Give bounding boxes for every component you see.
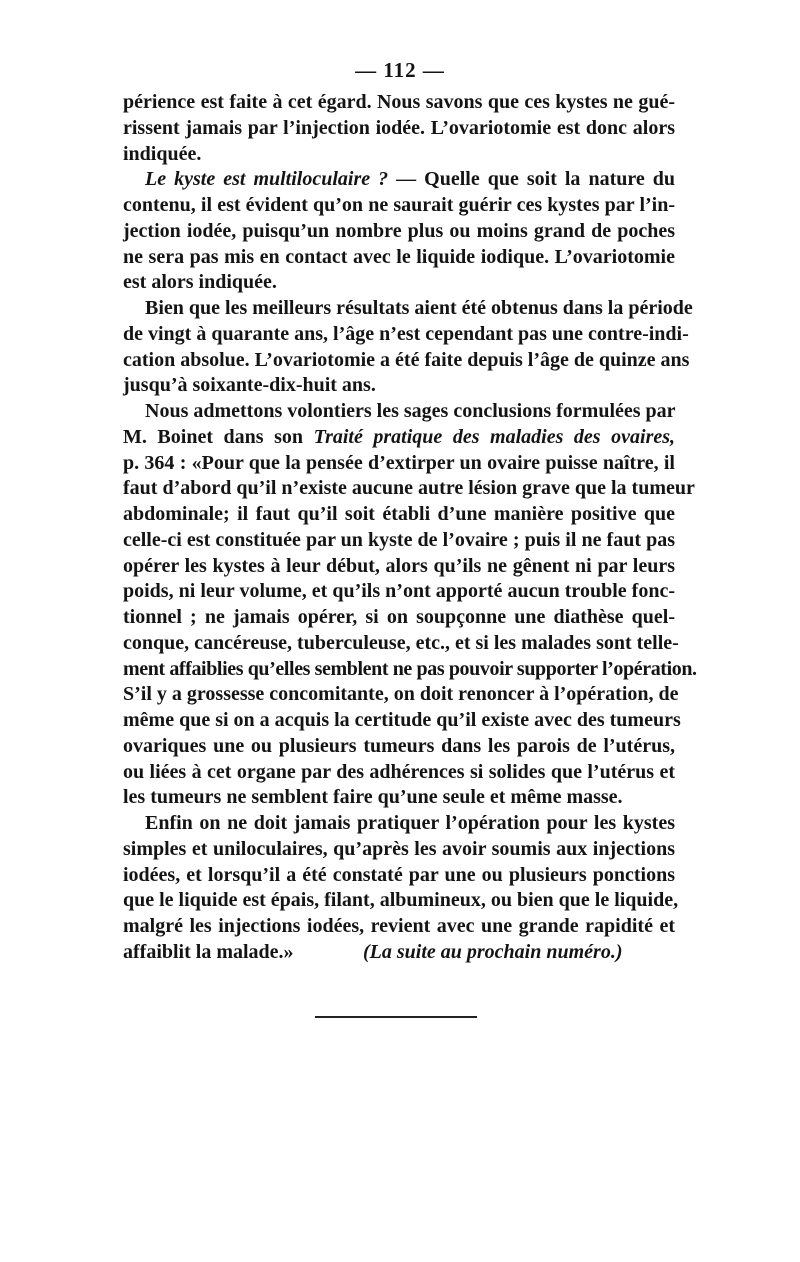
text-line: abdominale; il faut qu’il soit établi d’une manière positive que	[123, 503, 675, 525]
text-line: rissent jamais par l’injection iodée. L’ovariotomie est donc alors	[123, 116, 675, 139]
text-line: S’il y a grossesse concomitante, on doit renoncer à l’opération, de	[123, 683, 679, 706]
text-line: p. 364 : «Pour que la pensée d’extirper un ovaire puisse naître, il	[123, 451, 675, 474]
text-line: est alors indiquée.	[123, 271, 277, 294]
text-line: indiquée.	[123, 142, 202, 165]
text-fragment: affaiblit la malade.»	[123, 940, 294, 963]
text-fragment: M. Boinet dans son	[123, 425, 304, 448]
text-line: Nous admettons volontiers les sages conclusions formulées par	[145, 400, 676, 422]
continuation-note: (La suite au prochain numéro.)	[363, 940, 623, 963]
text-line: que le liquide est épais, filant, albumineux, ou bien que le liquide,	[123, 889, 679, 912]
text-line: poids, ni leur volume, et qu’ils n’ont apporté aucun trouble fonc-	[123, 580, 675, 603]
text-line: jection iodée, puisqu’un nombre plus ou moins grand de poches	[123, 219, 675, 242]
text-line	[123, 167, 675, 193]
text-line: conque, cancéreuse, tuberculeuse, etc., et si les malades sont telle-	[123, 631, 679, 654]
question-heading: Le kyste est multiloculaire ?	[145, 168, 389, 191]
text-fragment: — Quelle que soit la nature du	[396, 168, 675, 191]
text-line: jusqu’à soixante-dix-huit ans.	[123, 374, 376, 397]
page-number: — 112 —	[355, 58, 445, 82]
text-line: malgré les injections iodées, revient avec une grande rapidité et	[123, 915, 675, 937]
text-line	[123, 425, 675, 451]
text-line: ne sera pas mis en contact avec le liquide iodique. L’ovariotomie	[123, 245, 675, 268]
text-line: les tumeurs ne semblent faire qu’une seule et même masse.	[123, 786, 623, 809]
text-line: ment affaiblies qu’elles semblent ne pas pouvoir supporter l’opération.	[123, 657, 697, 680]
text-line: faut d’abord qu’il n’existe aucune autre lésion grave que la tumeur	[123, 477, 695, 500]
text-line: de vingt à quarante ans, l’âge n’est cependant pas une contre-indi-	[123, 322, 689, 345]
text-line: simples et uniloculaires, qu’après les avoir soumis aux injections	[123, 837, 675, 860]
text-line: contenu, il est évident qu’on ne saurait guérir ces kystes par l’in-	[123, 194, 675, 216]
text-line: opérer les kystes à leur début, alors qu’ils ne gênent ni par leurs	[123, 554, 675, 577]
body-text	[123, 90, 697, 966]
text-line: iodées, et lorsqu’il a été constaté par une ou plusieurs ponctions	[123, 863, 675, 886]
text-line: ovariques une ou plusieurs tumeurs dans les parois de l’utérus,	[123, 734, 675, 757]
text-line	[123, 940, 675, 966]
text-line: périence est faite à cet égard. Nous savons que ces kystes ne gué-	[123, 91, 675, 113]
text-line: même que si on a acquis la certitude qu’il existe avec des tumeurs	[123, 709, 681, 731]
section-divider	[315, 1016, 477, 1018]
text-line: tionnel ; ne jamais opérer, si on soupçonne une diathèse quel-	[123, 606, 675, 628]
text-line: Bien que les meilleurs résultats aient été obtenus dans la période	[145, 297, 693, 319]
book-title: Traité pratique des maladies des ovaires,	[313, 425, 676, 448]
text-line: celle-ci est constituée par un kyste de l’ovaire ; puis il ne faut pas	[123, 528, 675, 551]
text-line: ou liées à cet organe par des adhérences si solides que l’utérus et	[123, 760, 675, 783]
text-line: Enfin on ne doit jamais pratiquer l’opération pour les kystes	[145, 812, 675, 834]
text-line: cation absolue. L’ovariotomie a été faite depuis l’âge de quinze ans	[123, 348, 690, 371]
